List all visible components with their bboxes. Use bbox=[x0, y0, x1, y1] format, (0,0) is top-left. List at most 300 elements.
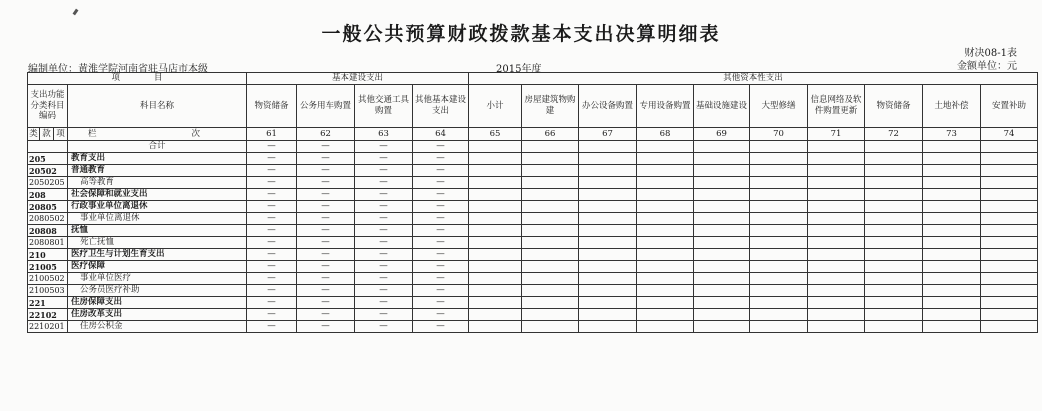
empty-cell bbox=[694, 189, 750, 201]
empty-cell bbox=[808, 165, 865, 177]
empty-cell bbox=[522, 249, 579, 261]
empty-cell bbox=[694, 153, 750, 165]
column-header: 物资储备 bbox=[865, 85, 923, 128]
dash-cell: — bbox=[297, 309, 355, 321]
column-number: 71 bbox=[808, 128, 865, 141]
empty-cell bbox=[750, 273, 808, 285]
dash-cell: — bbox=[355, 249, 413, 261]
empty-cell bbox=[981, 309, 1038, 321]
dash-cell: — bbox=[297, 297, 355, 309]
row-name: 社会保障和就业支出 bbox=[68, 189, 247, 201]
empty-cell bbox=[469, 297, 522, 309]
empty-cell bbox=[981, 165, 1038, 177]
empty-cell bbox=[750, 177, 808, 189]
table-row bbox=[28, 261, 1038, 273]
empty-cell bbox=[469, 225, 522, 237]
column-header: 基础设施建设 bbox=[694, 85, 750, 128]
empty-cell bbox=[750, 237, 808, 249]
dash-cell: — bbox=[413, 309, 469, 321]
table-row bbox=[28, 201, 1038, 213]
dash-cell: — bbox=[297, 273, 355, 285]
empty-cell bbox=[637, 165, 694, 177]
empty-cell bbox=[923, 189, 981, 201]
empty-cell bbox=[522, 321, 579, 333]
empty-cell bbox=[637, 177, 694, 189]
empty-cell bbox=[865, 213, 923, 225]
column-header: 大型修缮 bbox=[750, 85, 808, 128]
empty-cell bbox=[694, 177, 750, 189]
dash-cell: — bbox=[247, 309, 297, 321]
dash-cell: — bbox=[247, 297, 297, 309]
row-name: 住房改革支出 bbox=[68, 309, 247, 321]
empty-cell bbox=[750, 321, 808, 333]
empty-cell bbox=[579, 153, 637, 165]
row-name: 行政事业单位离退休 bbox=[68, 201, 247, 213]
empty-cell bbox=[522, 141, 579, 153]
dash-cell: — bbox=[355, 201, 413, 213]
dash-cell: — bbox=[413, 249, 469, 261]
dash-cell: — bbox=[413, 213, 469, 225]
row-code: 2100503 bbox=[28, 285, 68, 297]
dash-cell: — bbox=[247, 285, 297, 297]
empty-cell bbox=[865, 177, 923, 189]
empty-cell bbox=[923, 285, 981, 297]
row-code: 205 bbox=[28, 153, 68, 165]
expenditure-table bbox=[27, 72, 1038, 333]
dash-cell: — bbox=[247, 249, 297, 261]
row-code: 2210201 bbox=[28, 321, 68, 333]
table-row bbox=[28, 165, 1038, 177]
empty-cell bbox=[865, 261, 923, 273]
empty-cell bbox=[694, 213, 750, 225]
empty-cell bbox=[694, 201, 750, 213]
empty-cell bbox=[750, 153, 808, 165]
dash-cell: — bbox=[297, 177, 355, 189]
dash-cell: — bbox=[355, 309, 413, 321]
empty-cell bbox=[981, 213, 1038, 225]
dash-cell: — bbox=[247, 177, 297, 189]
dash-cell: — bbox=[413, 273, 469, 285]
empty-cell bbox=[694, 273, 750, 285]
dash-cell: — bbox=[297, 225, 355, 237]
dash-cell: — bbox=[355, 189, 413, 201]
dash-cell: — bbox=[297, 165, 355, 177]
empty-cell bbox=[694, 321, 750, 333]
empty-cell bbox=[522, 237, 579, 249]
row-code: 2100502 bbox=[28, 273, 68, 285]
empty-cell bbox=[865, 141, 923, 153]
row-name: 普通教育 bbox=[68, 165, 247, 177]
empty-cell bbox=[579, 249, 637, 261]
column-number: 67 bbox=[579, 128, 637, 141]
empty-cell bbox=[522, 309, 579, 321]
empty-cell bbox=[694, 237, 750, 249]
row-code: 22102 bbox=[28, 309, 68, 321]
row-code: 210 bbox=[28, 249, 68, 261]
dash-cell: — bbox=[355, 261, 413, 273]
empty-cell bbox=[469, 177, 522, 189]
table-row bbox=[28, 213, 1038, 225]
column-header: 物资储备 bbox=[247, 85, 297, 128]
dash-cell: — bbox=[247, 201, 297, 213]
empty-cell bbox=[923, 225, 981, 237]
column-number: 74 bbox=[981, 128, 1038, 141]
empty-cell bbox=[981, 237, 1038, 249]
money-unit: 金额单位：元 bbox=[957, 61, 1017, 72]
column-header: 土地补偿 bbox=[923, 85, 981, 128]
column-number: 72 bbox=[865, 128, 923, 141]
dash-cell: — bbox=[355, 225, 413, 237]
row-name: 医疗卫生与计划生育支出 bbox=[68, 249, 247, 261]
empty-cell bbox=[808, 225, 865, 237]
column-header: 专用设备购置 bbox=[637, 85, 694, 128]
column-number: 65 bbox=[469, 128, 522, 141]
empty-cell bbox=[923, 297, 981, 309]
empty-cell bbox=[750, 297, 808, 309]
empty-cell bbox=[750, 225, 808, 237]
empty-cell bbox=[808, 309, 865, 321]
empty-cell bbox=[981, 189, 1038, 201]
empty-cell bbox=[981, 153, 1038, 165]
dash-cell: — bbox=[247, 261, 297, 273]
empty-cell bbox=[637, 153, 694, 165]
column-number: 64 bbox=[413, 128, 469, 141]
dash-cell: — bbox=[247, 225, 297, 237]
empty-cell bbox=[865, 321, 923, 333]
dash-cell: — bbox=[413, 237, 469, 249]
empty-cell bbox=[637, 237, 694, 249]
empty-cell bbox=[923, 213, 981, 225]
dash-cell: — bbox=[247, 153, 297, 165]
empty-cell bbox=[579, 297, 637, 309]
empty-cell bbox=[579, 213, 637, 225]
dash-cell: — bbox=[355, 237, 413, 249]
empty-cell bbox=[579, 237, 637, 249]
empty-cell bbox=[981, 321, 1038, 333]
column-number: 73 bbox=[923, 128, 981, 141]
table-row bbox=[28, 249, 1038, 261]
empty-cell bbox=[694, 309, 750, 321]
row-code: 221 bbox=[28, 297, 68, 309]
empty-cell bbox=[579, 309, 637, 321]
dash-cell: — bbox=[247, 189, 297, 201]
empty-cell bbox=[637, 297, 694, 309]
empty-cell bbox=[981, 249, 1038, 261]
table-row bbox=[28, 225, 1038, 237]
empty-cell bbox=[522, 177, 579, 189]
dash-cell: — bbox=[355, 213, 413, 225]
table-row bbox=[28, 189, 1038, 201]
dash-cell: — bbox=[413, 177, 469, 189]
dash-cell: — bbox=[355, 141, 413, 153]
empty-cell bbox=[637, 273, 694, 285]
empty-cell bbox=[808, 189, 865, 201]
empty-cell bbox=[750, 165, 808, 177]
form-code: 财决08-1表 bbox=[964, 48, 1017, 59]
dash-cell: — bbox=[247, 141, 297, 153]
empty-cell bbox=[923, 309, 981, 321]
report-title: 一般公共预算财政拨款基本支出决算明细表 bbox=[321, 23, 721, 45]
dash-cell: — bbox=[297, 285, 355, 297]
empty-cell bbox=[750, 309, 808, 321]
empty-cell bbox=[694, 249, 750, 261]
empty-cell bbox=[637, 309, 694, 321]
empty-cell bbox=[469, 189, 522, 201]
empty-cell bbox=[522, 261, 579, 273]
dash-cell: — bbox=[413, 285, 469, 297]
dash-cell: — bbox=[413, 153, 469, 165]
empty-cell bbox=[637, 249, 694, 261]
capital-construction-header: 基本建设支出 bbox=[247, 73, 469, 85]
row-name: 住房公积金 bbox=[68, 321, 247, 333]
empty-cell bbox=[694, 261, 750, 273]
row-name: 高等教育 bbox=[68, 177, 247, 189]
column-header: 其他交通工具购置 bbox=[355, 85, 413, 128]
column-number: 68 bbox=[637, 128, 694, 141]
empty-cell bbox=[808, 141, 865, 153]
empty-cell bbox=[579, 273, 637, 285]
dash-cell: — bbox=[413, 321, 469, 333]
scan-mark bbox=[73, 9, 79, 16]
row-name: 抚恤 bbox=[68, 225, 247, 237]
empty-cell bbox=[750, 261, 808, 273]
dash-cell: — bbox=[297, 153, 355, 165]
table-row bbox=[28, 321, 1038, 333]
empty-cell bbox=[923, 153, 981, 165]
column-header: 公务用车购置 bbox=[297, 85, 355, 128]
row-code: 208 bbox=[28, 189, 68, 201]
empty-cell bbox=[865, 273, 923, 285]
dash-cell: — bbox=[413, 225, 469, 237]
empty-cell bbox=[579, 261, 637, 273]
code-class-label: 类 bbox=[29, 128, 38, 139]
empty-cell bbox=[923, 177, 981, 189]
dash-cell: — bbox=[297, 141, 355, 153]
empty-cell bbox=[579, 165, 637, 177]
dash-cell: — bbox=[247, 273, 297, 285]
row-code: 20808 bbox=[28, 225, 68, 237]
empty-cell bbox=[865, 237, 923, 249]
report-year: 2015年度 bbox=[496, 64, 542, 75]
dash-cell: — bbox=[413, 165, 469, 177]
empty-cell bbox=[579, 285, 637, 297]
function-code-header: 支出功能分类科目编码 bbox=[28, 85, 68, 128]
empty-cell bbox=[923, 321, 981, 333]
empty-cell bbox=[637, 225, 694, 237]
dash-cell: — bbox=[355, 285, 413, 297]
empty-cell bbox=[637, 201, 694, 213]
item-header: 项 目 bbox=[28, 73, 247, 85]
table-row bbox=[28, 237, 1038, 249]
empty-cell bbox=[808, 201, 865, 213]
code-section-label: 款 bbox=[40, 128, 54, 141]
empty-cell bbox=[981, 273, 1038, 285]
row-name: 事业单位离退休 bbox=[68, 213, 247, 225]
column-header: 信息网络及软件购置更新 bbox=[808, 85, 865, 128]
total-code bbox=[28, 141, 68, 153]
dash-cell: — bbox=[297, 321, 355, 333]
dash-cell: — bbox=[413, 261, 469, 273]
empty-cell bbox=[469, 153, 522, 165]
empty-cell bbox=[469, 237, 522, 249]
table-row bbox=[28, 285, 1038, 297]
empty-cell bbox=[694, 297, 750, 309]
column-number: 70 bbox=[750, 128, 808, 141]
dash-cell: — bbox=[413, 189, 469, 201]
column-number: 61 bbox=[247, 128, 297, 141]
row-name: 医疗保障 bbox=[68, 261, 247, 273]
empty-cell bbox=[579, 321, 637, 333]
empty-cell bbox=[579, 177, 637, 189]
empty-cell bbox=[923, 261, 981, 273]
empty-cell bbox=[923, 141, 981, 153]
empty-cell bbox=[637, 213, 694, 225]
empty-cell bbox=[637, 321, 694, 333]
empty-cell bbox=[865, 249, 923, 261]
empty-cell bbox=[808, 177, 865, 189]
empty-cell bbox=[637, 141, 694, 153]
column-header: 房屋建筑物购建 bbox=[522, 85, 579, 128]
empty-cell bbox=[469, 201, 522, 213]
row-name: 公务员医疗补助 bbox=[68, 285, 247, 297]
empty-cell bbox=[522, 273, 579, 285]
empty-cell bbox=[522, 225, 579, 237]
dash-cell: — bbox=[413, 141, 469, 153]
empty-cell bbox=[469, 261, 522, 273]
empty-cell bbox=[923, 201, 981, 213]
empty-cell bbox=[808, 297, 865, 309]
dash-cell: — bbox=[413, 297, 469, 309]
empty-cell bbox=[865, 297, 923, 309]
empty-cell bbox=[469, 309, 522, 321]
table-row bbox=[28, 273, 1038, 285]
empty-cell bbox=[923, 273, 981, 285]
empty-cell bbox=[469, 141, 522, 153]
dash-cell: — bbox=[355, 297, 413, 309]
row-code: 20805 bbox=[28, 201, 68, 213]
reporting-unit: 编制单位：黄淮学院河南省驻马店市本级 bbox=[28, 64, 208, 75]
empty-cell bbox=[522, 189, 579, 201]
code-item-label: 项 bbox=[54, 128, 68, 141]
empty-cell bbox=[808, 249, 865, 261]
empty-cell bbox=[750, 189, 808, 201]
empty-cell bbox=[579, 201, 637, 213]
empty-cell bbox=[923, 165, 981, 177]
table-row bbox=[28, 177, 1038, 189]
dash-cell: — bbox=[297, 249, 355, 261]
dash-cell: — bbox=[247, 237, 297, 249]
empty-cell bbox=[808, 213, 865, 225]
dash-cell: — bbox=[355, 165, 413, 177]
column-header: 小计 bbox=[469, 85, 522, 128]
empty-cell bbox=[923, 249, 981, 261]
empty-cell bbox=[981, 285, 1038, 297]
empty-cell bbox=[469, 273, 522, 285]
empty-cell bbox=[750, 201, 808, 213]
empty-cell bbox=[750, 213, 808, 225]
column-number: 62 bbox=[297, 128, 355, 141]
empty-cell bbox=[750, 285, 808, 297]
empty-cell bbox=[469, 249, 522, 261]
dash-cell: — bbox=[355, 273, 413, 285]
empty-cell bbox=[522, 153, 579, 165]
empty-cell bbox=[808, 285, 865, 297]
table-row bbox=[28, 309, 1038, 321]
empty-cell bbox=[694, 285, 750, 297]
empty-cell bbox=[522, 213, 579, 225]
table-row bbox=[28, 297, 1038, 309]
empty-cell bbox=[522, 165, 579, 177]
empty-cell bbox=[923, 237, 981, 249]
column-number: 66 bbox=[522, 128, 579, 141]
empty-cell bbox=[865, 165, 923, 177]
dash-cell: — bbox=[355, 153, 413, 165]
dash-cell: — bbox=[247, 165, 297, 177]
empty-cell bbox=[750, 249, 808, 261]
empty-cell bbox=[808, 237, 865, 249]
empty-cell bbox=[694, 141, 750, 153]
dash-cell: — bbox=[297, 201, 355, 213]
empty-cell bbox=[981, 297, 1038, 309]
empty-cell bbox=[522, 297, 579, 309]
empty-cell bbox=[579, 141, 637, 153]
column-header: 安置补助 bbox=[981, 85, 1038, 128]
empty-cell bbox=[469, 213, 522, 225]
empty-cell bbox=[469, 165, 522, 177]
empty-cell bbox=[808, 273, 865, 285]
empty-cell bbox=[522, 285, 579, 297]
dash-cell: — bbox=[297, 237, 355, 249]
dash-cell: — bbox=[247, 321, 297, 333]
table-row bbox=[28, 153, 1038, 165]
column-number: 69 bbox=[694, 128, 750, 141]
empty-cell bbox=[981, 177, 1038, 189]
sequence-label: 栏 次 bbox=[68, 128, 247, 141]
row-code: 2050205 bbox=[28, 177, 68, 189]
column-header: 其他基本建设支出 bbox=[413, 85, 469, 128]
empty-cell bbox=[522, 201, 579, 213]
empty-cell bbox=[637, 285, 694, 297]
row-code: 20502 bbox=[28, 165, 68, 177]
dash-cell: — bbox=[413, 201, 469, 213]
empty-cell bbox=[637, 189, 694, 201]
row-code: 2080801 bbox=[28, 237, 68, 249]
empty-cell bbox=[865, 189, 923, 201]
dash-cell: — bbox=[297, 261, 355, 273]
dash-cell: — bbox=[355, 177, 413, 189]
empty-cell bbox=[981, 225, 1038, 237]
empty-cell bbox=[808, 321, 865, 333]
empty-cell bbox=[865, 153, 923, 165]
empty-cell bbox=[808, 153, 865, 165]
empty-cell bbox=[808, 261, 865, 273]
row-name: 教育支出 bbox=[68, 153, 247, 165]
dash-cell: — bbox=[297, 213, 355, 225]
row-name: 死亡抚恤 bbox=[68, 237, 247, 249]
other-capital-header: 其他资本性支出 bbox=[469, 73, 1038, 85]
empty-cell bbox=[865, 309, 923, 321]
empty-cell bbox=[865, 285, 923, 297]
empty-cell bbox=[981, 141, 1038, 153]
dash-cell: — bbox=[247, 213, 297, 225]
empty-cell bbox=[865, 225, 923, 237]
row-name: 住房保障支出 bbox=[68, 297, 247, 309]
empty-cell bbox=[579, 225, 637, 237]
empty-cell bbox=[981, 201, 1038, 213]
empty-cell bbox=[694, 165, 750, 177]
row-name: 事业单位医疗 bbox=[68, 273, 247, 285]
empty-cell bbox=[750, 141, 808, 153]
